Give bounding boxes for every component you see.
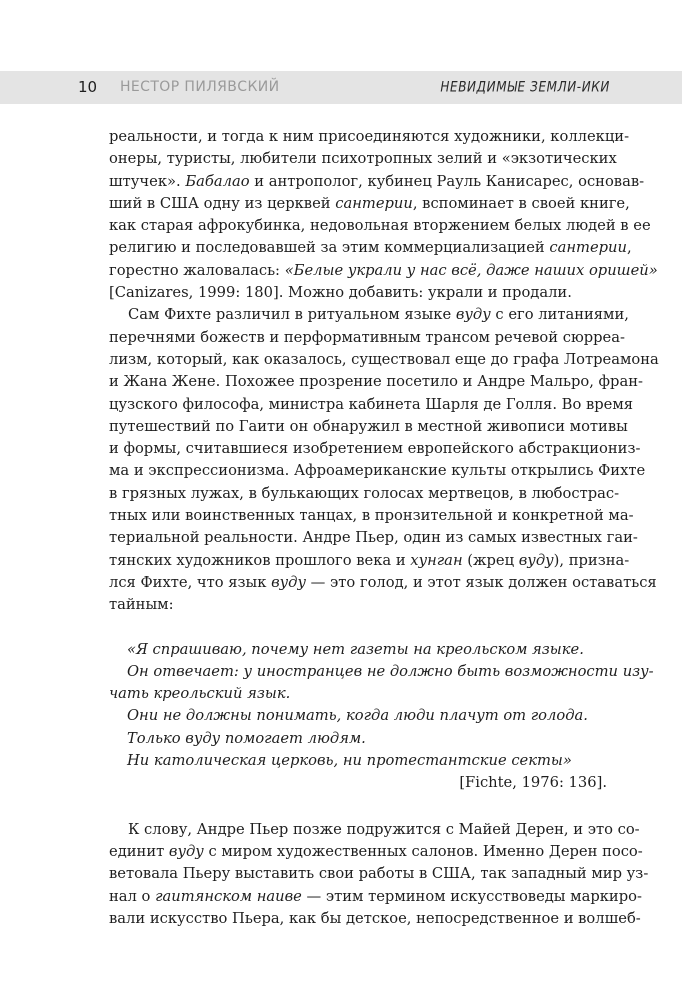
text-run: перечнями божеств и перформативным трансом речевой сюрреа- bbox=[109, 328, 625, 346]
text-run: вали искусство Пьера, как бы детское, непосредственное и волшеб- bbox=[109, 909, 641, 927]
text-run: тайным: bbox=[109, 596, 174, 614]
text-run: Сам Фихте различил в ритуальном языке bbox=[128, 306, 456, 324]
text-run: в грязных лужах, в булькающих голосах мертвецов, в любострас- bbox=[109, 484, 620, 502]
text-line bbox=[109, 171, 645, 193]
text-line bbox=[109, 841, 643, 863]
text-line bbox=[109, 148, 617, 170]
text-run: и антрополог, кубинец Рауль Канисарес, основав- bbox=[249, 172, 645, 190]
text-run: ма и экспрессионизма. Афроамериканские культы открылись Фихте bbox=[109, 462, 646, 480]
text-run: ветовала Пьеру выставить свои работы в США, так западный мир уз- bbox=[109, 865, 649, 883]
quote-line: Они не должны понимать, когда люди плачут от голода. bbox=[127, 707, 588, 725]
text-run: единит bbox=[109, 842, 169, 860]
text-line bbox=[109, 282, 607, 304]
text-run: ший в США одну из церквей bbox=[109, 194, 336, 212]
text-line bbox=[109, 886, 642, 908]
text-line bbox=[109, 126, 630, 148]
text-line bbox=[109, 550, 630, 572]
text-line bbox=[109, 527, 638, 549]
text-line bbox=[109, 349, 659, 371]
text-run: нал о bbox=[109, 887, 156, 905]
italic-term: гаитянском наиве bbox=[155, 887, 302, 905]
text-run: (жрец bbox=[462, 551, 519, 569]
italic-term: сантерии bbox=[549, 239, 627, 257]
quote-line: Только вуду помогает людям. bbox=[127, 729, 366, 747]
text-line bbox=[109, 483, 620, 505]
text-run: штучек». bbox=[109, 172, 186, 190]
text-line bbox=[109, 460, 646, 482]
text-run: религию и последовавшей за этим коммерциализацией bbox=[109, 239, 550, 257]
italic-term: сантерии bbox=[335, 194, 413, 212]
quote-line: чать креольский язык. bbox=[109, 685, 291, 703]
text-run: и Жана Жене. Похожее прозрение посетило и Андре Мальро, фран- bbox=[109, 373, 643, 391]
text-run: как старая афрокубинка, недовольная вторжением белых людей в ее bbox=[109, 217, 651, 235]
italic-term: вуду bbox=[455, 306, 491, 324]
text-line bbox=[109, 215, 651, 237]
text-line bbox=[109, 438, 641, 460]
running-head-book-title: НЕВИДИМЫЕ ЗЕМЛИ-ИКИ bbox=[440, 78, 610, 96]
text-line bbox=[109, 863, 649, 885]
text-run: с его литаниями, bbox=[490, 306, 629, 324]
text-run: ), призна- bbox=[553, 551, 630, 569]
quote-line: «Я спрашиваю, почему нет газеты на креольском языке. bbox=[127, 640, 584, 658]
italic-term: «Белые украли у нас всё, даже наших оришей» bbox=[284, 261, 658, 279]
text-line bbox=[109, 819, 640, 841]
text-line bbox=[109, 572, 657, 594]
quote-citation: [Fichte, 1976: 136]. bbox=[459, 774, 607, 792]
text-run: [Canizares, 1999: 180]. Можно добавить: украли и продали. bbox=[109, 284, 572, 302]
block-quote bbox=[109, 639, 654, 773]
text-run: , bbox=[626, 239, 632, 257]
text-line bbox=[109, 304, 629, 326]
paragraph bbox=[109, 304, 659, 616]
text-run: горестно жаловалась: bbox=[109, 261, 285, 279]
text-run: тных или воинственных танцах, в пронзительной и конкретной ма- bbox=[109, 507, 634, 525]
italic-term: вуду bbox=[271, 573, 306, 591]
text-line bbox=[109, 394, 634, 416]
text-run: териальной реальности. Андре Пьер, один из самых известных гаи- bbox=[109, 529, 638, 547]
text-run: реальности, и тогда к ним присоединяются художники, коллекци- bbox=[109, 128, 630, 145]
text-run: лся Фихте, что язык bbox=[109, 573, 272, 591]
text-run: и формы, считавшиеся изобретением европейского абстракциониз- bbox=[109, 440, 641, 458]
text-run: , вспоминает в своей книге, bbox=[412, 194, 630, 212]
running-head-author: НЕСТОР ПИЛЯВСКИЙ bbox=[120, 79, 280, 95]
text-line bbox=[109, 908, 641, 930]
italic-term: хунган bbox=[410, 551, 463, 569]
text-run: — это голод, и этот язык должен оставаться bbox=[305, 573, 657, 591]
paragraph bbox=[109, 126, 658, 304]
text-run: лизм, который, как оказалось, существовал еще до графа Лотреамона bbox=[109, 350, 659, 368]
text-line bbox=[109, 193, 630, 215]
text-run: К слову, Андре Пьер позже подружится с Майей Дерен, и это со- bbox=[128, 820, 640, 838]
text-run: — этим термином искусствоведы маркиро- bbox=[301, 887, 642, 905]
quote-line: Он отвечает: у иностранцев не должно быть возможности изу- bbox=[127, 662, 654, 680]
text-line bbox=[109, 371, 643, 393]
text-run: онеры, туристы, любители психотропных зелий и «экзотических bbox=[109, 150, 617, 168]
text-run: путешествий по Гаити он обнаружил в местной живописи мотивы bbox=[109, 417, 628, 435]
italic-term: вуду bbox=[168, 842, 204, 860]
page-number: 10 bbox=[78, 78, 98, 96]
text-line bbox=[109, 594, 607, 616]
text-run: цузского философа, министра кабинета Шарля де Голля. Во время bbox=[109, 395, 634, 413]
text-line bbox=[109, 327, 625, 349]
text-line bbox=[109, 505, 634, 527]
italic-term: Бабалао bbox=[185, 172, 250, 190]
page-body bbox=[109, 126, 659, 930]
paragraph bbox=[109, 819, 649, 930]
text-line bbox=[109, 260, 658, 282]
text-run: с миром художественных салонов. Именно Дерен посо- bbox=[203, 842, 643, 860]
italic-term: вуду bbox=[518, 551, 554, 569]
quote-line: Ни католическая церковь, ни протестантские секты» bbox=[127, 752, 572, 770]
text-line bbox=[109, 237, 632, 259]
text-line bbox=[109, 416, 628, 438]
text-run: тянских художников прошлого века и bbox=[109, 551, 411, 569]
